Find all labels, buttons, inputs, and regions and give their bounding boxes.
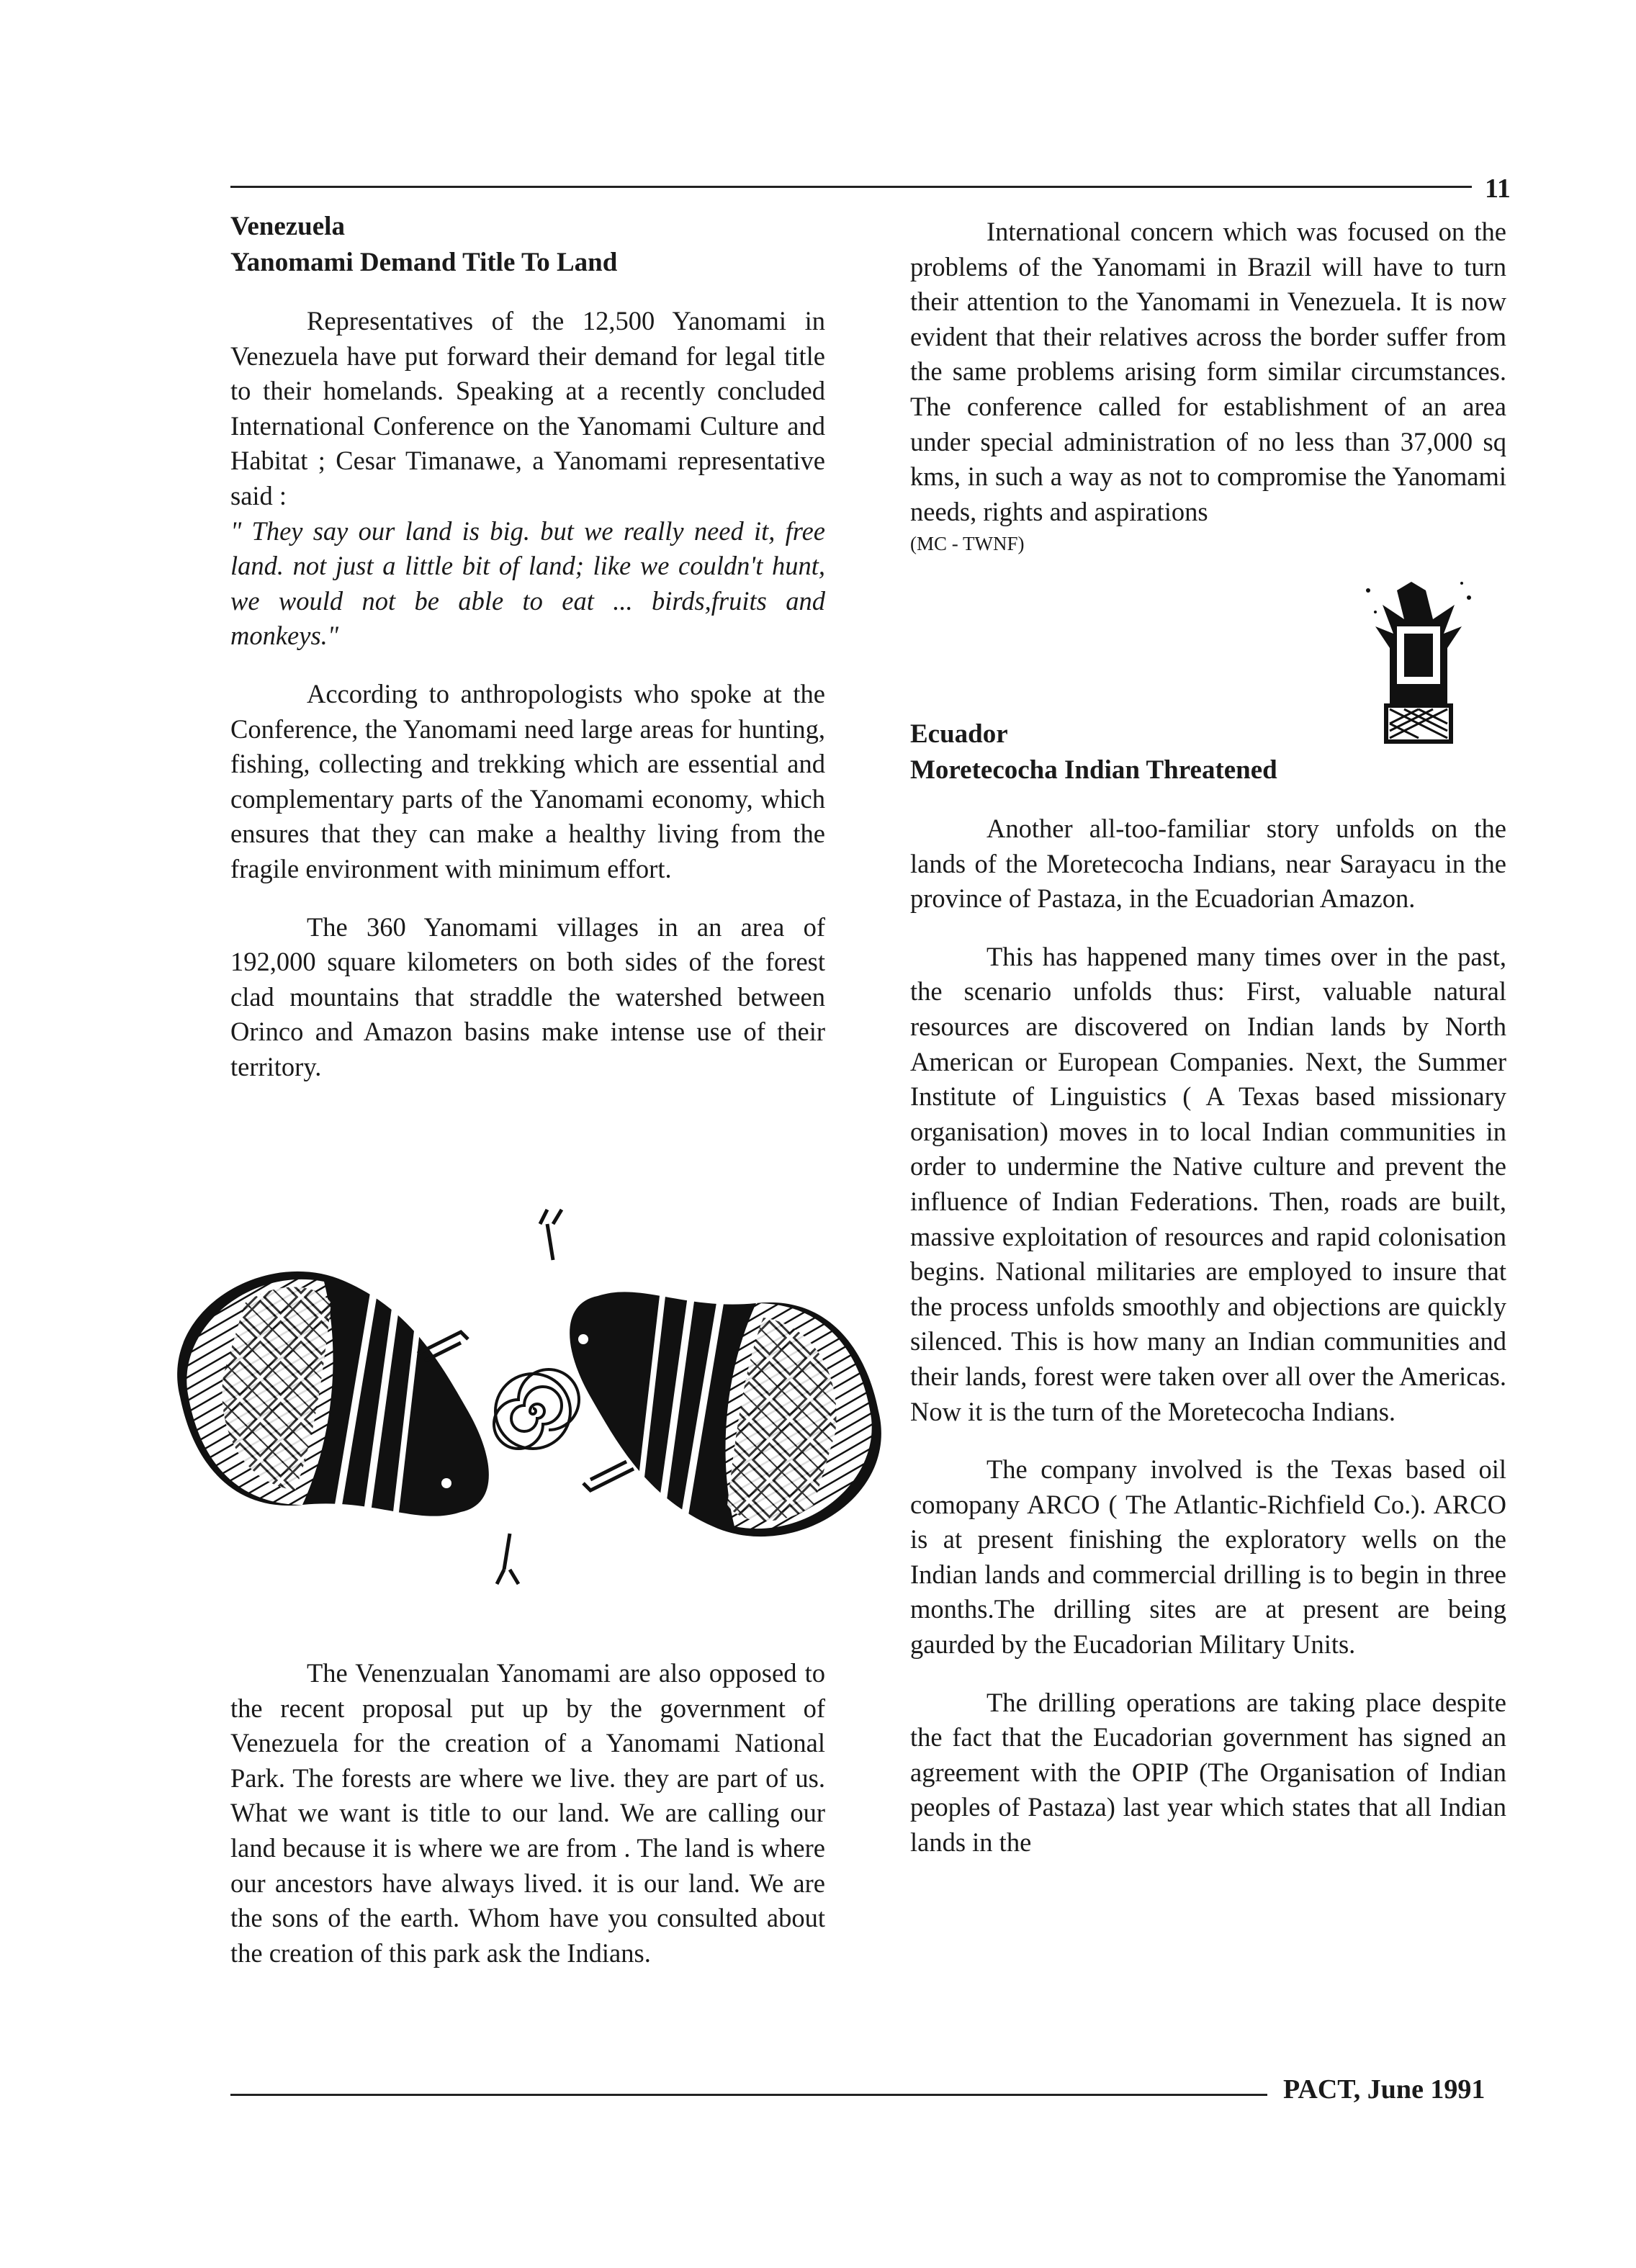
- top-rule: [230, 186, 1472, 188]
- heading-venezuela: [230, 209, 825, 281]
- heading-region: Ecuador: [910, 719, 1008, 749]
- paragraph: Another all-too-familiar story unfolds on the lands of the Moretecocha Indians, near Sarayacu in the province of Pastaza, in the Ecuadorian Amazon.: [910, 814, 1506, 914]
- paragraph: The Venenzualan Yanomami are also opposed to the recent proposal put up by the government of Venezuela for the creation of a Yanomami National Park. The forests are where we live. they are part of us. What we want is title to our land. We are calling our land because it is where we are from . The land is where our ancestors have always lived. it is our land. We are the sons of the earth. Whom have you consulted about the creation of this park ask the Indians.: [230, 1658, 825, 1968]
- heading-ecuador: [910, 716, 1506, 788]
- heading-region: Venezuela: [230, 212, 345, 241]
- heading-title: Yanomami Demand Title To Land: [230, 248, 618, 277]
- paragraph: International concern which was focused on the problems of the Yanomami in Brazil will have to turn their attention to the Yanomami in Venezuela. It is now evident that their relatives across the border suffer from the same problems arising form similar circumstances. The conference called for establishment of an area under special administration of no less than 37,000 sq kms, in such a way as not to compromise the Yanomami needs, rights and aspirations: [910, 217, 1506, 526]
- source-credit: (MC - TWNF): [910, 533, 1025, 555]
- paragraph: Representatives of the 12,500 Yanomami in Venezuela have put forward their demand for legal title to their homelands. Speaking at a recently concluded International Conference on the Yanomami Culture and Habitat ; Cesar Timanawe, a Yanomami representative said :: [230, 306, 825, 510]
- quote: " They say our land is big. but we really need it, free land. not just a little bit of land; like we couldn't hunt, we would not be able to eat ... birds,fruits and monkeys.": [230, 516, 825, 651]
- paragraph: The company involved is the Texas based oil comopany ARCO ( The Atlantic-Richfield Co.). ARCO is at present finishing the exploratory wells on the Indian lands and commercial drilling is to begin in three months.The drilling sites are at present are being gaurded by the Eucadorian Military Units.: [910, 1454, 1506, 1660]
- paragraph: This has happened many times over in the past, the scenario unfolds thus: First, valuable natural resources are discovered on Indian lands by North American or European Companies. Next, the Summer Institute of Linguistics ( A Texas based missionary organisation) moves in to local Indian communities in order to undermine the Native culture and prevent the influence of Indian Federations. Then, roads are built, massive exploitation of resources and rapid colonisation begins. National militaries are employed to insure that the process unfolds smoothly and objections are quickly silenced. This is how many an Indian communities and their lands, forest were taken over all over the Americas. Now it is the turn of the Moretecocha Indians.: [910, 941, 1506, 1426]
- page-number: 11: [1485, 174, 1511, 204]
- footer-publication: PACT, June 1991: [1283, 2074, 1486, 2105]
- heading-title: Moretecocha Indian Threatened: [910, 755, 1277, 785]
- paragraph: According to anthropologists who spoke at the Conference, the Yanomami need large areas for hunting, fishing, collecting and trekking which are essential and complementary parts of the Yanomami economy, which ensures that they can make a healthy living from the fragile environment with minimum effort.: [230, 678, 825, 883]
- left-column: [230, 209, 825, 1084]
- right-column: [910, 215, 1506, 558]
- yanomami-bird-illustration: [158, 1195, 900, 1598]
- paragraph: The drilling operations are taking place despite the fact that the Eucadorian government has signed an agreement with the OPIP (The Organisation of Indian peoples of Pastaza) last year which states that all Indian lands in the: [910, 1687, 1506, 1858]
- right-column-ecuador: [910, 716, 1506, 1860]
- paragraph: The 360 Yanomami villages in an area of 192,000 square kilometers on both sides of the forest clad mountains that straddle the watershed between Orinco and Amazon basins make intense use of their territory.: [230, 912, 825, 1081]
- left-column-lower: [230, 1656, 825, 1971]
- bottom-rule: [230, 2094, 1267, 2096]
